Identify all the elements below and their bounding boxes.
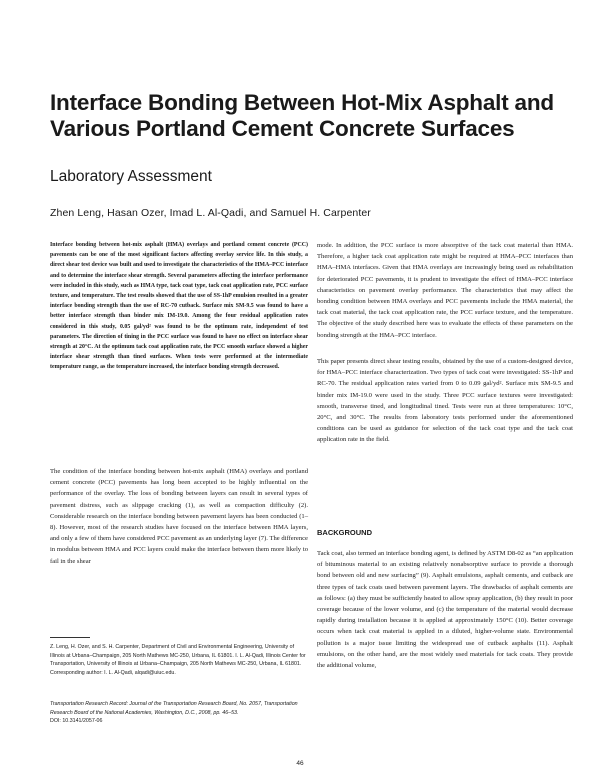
right-text-2: This paper presents direct shear testing results, obtained by the use of a custom-designed device, for HMA–PCC interface characterization. Two types of tack coat were investigated: SS-1hP and RC-70. The residual application rates varied from 0 to 0.09 gal/yd². Surface mix SM-9.5 and binder mix IM-19.0 were used in the study. Three PCC surface textures were investigated: smooth, transverse tined, and longitudinal tined. Tests were run at three temperatures: 10°C, 20°C, and 30°C. The results from laboratory tests performed under the aforementioned conditions can be used as guidance for selection of the tack coat type and the tack coat application rate in the field. — [317, 358, 573, 444]
paper-subtitle: Laboratory Assessment — [50, 168, 212, 185]
background-paragraph — [317, 548, 573, 671]
page-number: 46 — [296, 760, 304, 767]
intro-paragraph — [50, 466, 308, 567]
footnote-journal — [50, 700, 308, 726]
author-list: Zhen Leng, Hasan Ozer, Imad L. Al-Qadi, and Samuel H. Carpenter — [50, 207, 371, 219]
footnote-rule — [50, 637, 90, 638]
right-text-1: mode. In addition, the PCC surface is more absorptive of the tack coat material than HMA. Therefore, a higher tack coat application rate might be required at HMA–PCC interfaces than HMA–HMA interfaces. Given that HMA overlays are increasingly being used as rehabilitation for deteriorated PCC pavements, it is prudent to investigate the effect of HMA–PCC interface characteristics on pavement overlay performance. The characteristics that may affect the bonding condition between HMA overlays and PCC pavements include the HMA material, the tack coat material, the tack coat application rate, the PCC surface texture, and the temperature. The objective of the study described here was to evaluate the effects of these parameters on the bonding strength at the HMA–PCC interface. — [317, 242, 573, 339]
doi: DOI: 10.3141/2057-06 — [50, 718, 103, 725]
intro-text: The condition of the interface bonding between hot-mix asphalt (HMA) overlays and portland cement concrete (PCC) pavements has long been accepted to be highly influential on the performance of the overlay. The loss of bonding between layers can result in several types of pavement distress, such as slippage cracking (1), as well as compaction difficulty (2). Considerable research on the interface bonding between pavement layers has been conducted (1–8). However, most of the research studies have focused on the interface between HMA layers, and only a few of them have considered PCC pavement as an underlying layer (7). The difference in modulus between HMA and PCC layers could make the interface between them more likely to fail in the shear — [50, 468, 308, 565]
footnote-affiliation: Z. Leng, H. Ozer, and S. H. Carpenter, Department of Civil and Environmental Engineering, University of Illinois at Urbana–Champaign, 205 North Mathews MC-250, Urbana, IL 61801. I. L. Al-Qadi, Illinois Center for Transportation, University of Illinois at Urbana–Champaign, 205 North Mathews MC-250, Urbana, IL 61801. Corresponding author: I. L. Al-Qadi, alqadi@uiuc.edu. — [50, 644, 306, 676]
journal-citation: Transportation Research Record: Journal of the Transportation Research Board, No. 2057, Transportation Research Board of the National Academies, Washington, D.C., 2008, pp. 46–53. — [50, 701, 298, 716]
paper-title: Interface Bonding Between Hot-Mix Asphalt and Various Portland Cement Concrete Surfaces — [50, 90, 554, 141]
abstract: Interface bonding between hot-mix asphalt (HMA) overlays and portland cement concrete (PCC) pavements can be one of the most significant factors affecting overlay service life. In this study, a direct shear test device was built and used to investigate the characteristics of the HMA–PCC interface and to determine the interface shear strength. Several parameters affecting the interface performance were included in this study, such as HMA type, tack coat type, tack coat application rate, PCC surface texture, and temperature. The test results showed that the use of SS-1hP emulsion resulted in a greater interface bonding strength than the use of RC-70 cutback. Surface mix SM-9.5 was found to have a better interface strength than binder mix IM-19.0. Among the four residual application rates considered in this study, 0.05 gal/yd² was found to be the optimum rate, independent of test parameters. The direction of tining in the PCC surface was found to have no effect on interface shear strength at 20°C. At the optimum tack coat application rate, the PCC smooth surface showed a higher interface shear strength than tined surfaces. When tests were performed at the intermediate temperature range, as the temperature increased, the interface bonding strength decreased. — [50, 242, 308, 371]
right-paragraph-2 — [317, 356, 573, 446]
background-text: Tack coat, also termed an interface bonding agent, is defined by ASTM D8-02 as “an application of bituminous material to an existing relatively nonabsorptive surface to provide a thorough bond between old and new surfacing” (9). Asphalt emulsions, asphalt cements, and cutback are three types of tack coats used between pavement layers. The drawbacks of asphalt cements are as follows: (a) they must be sufficiently heated to allow spray application, (b) they result in poor coverage because of the lower volume, and (c) the temperature of the material would decrease rapidly during installation because it is applied at approximately 150°C (10). Better coverage occurs when tack coat material is applied in a diluted, higher-volume state. Environmental pollution is a major issue limiting the widespread use of cutback asphalts (11). Asphalt emulsions, on the other hand, are the most widely used materials for tack coats. They provide the additional volume, — [317, 550, 573, 670]
right-paragraph-1 — [317, 240, 573, 341]
section-heading-background: BACKGROUND — [317, 528, 372, 537]
